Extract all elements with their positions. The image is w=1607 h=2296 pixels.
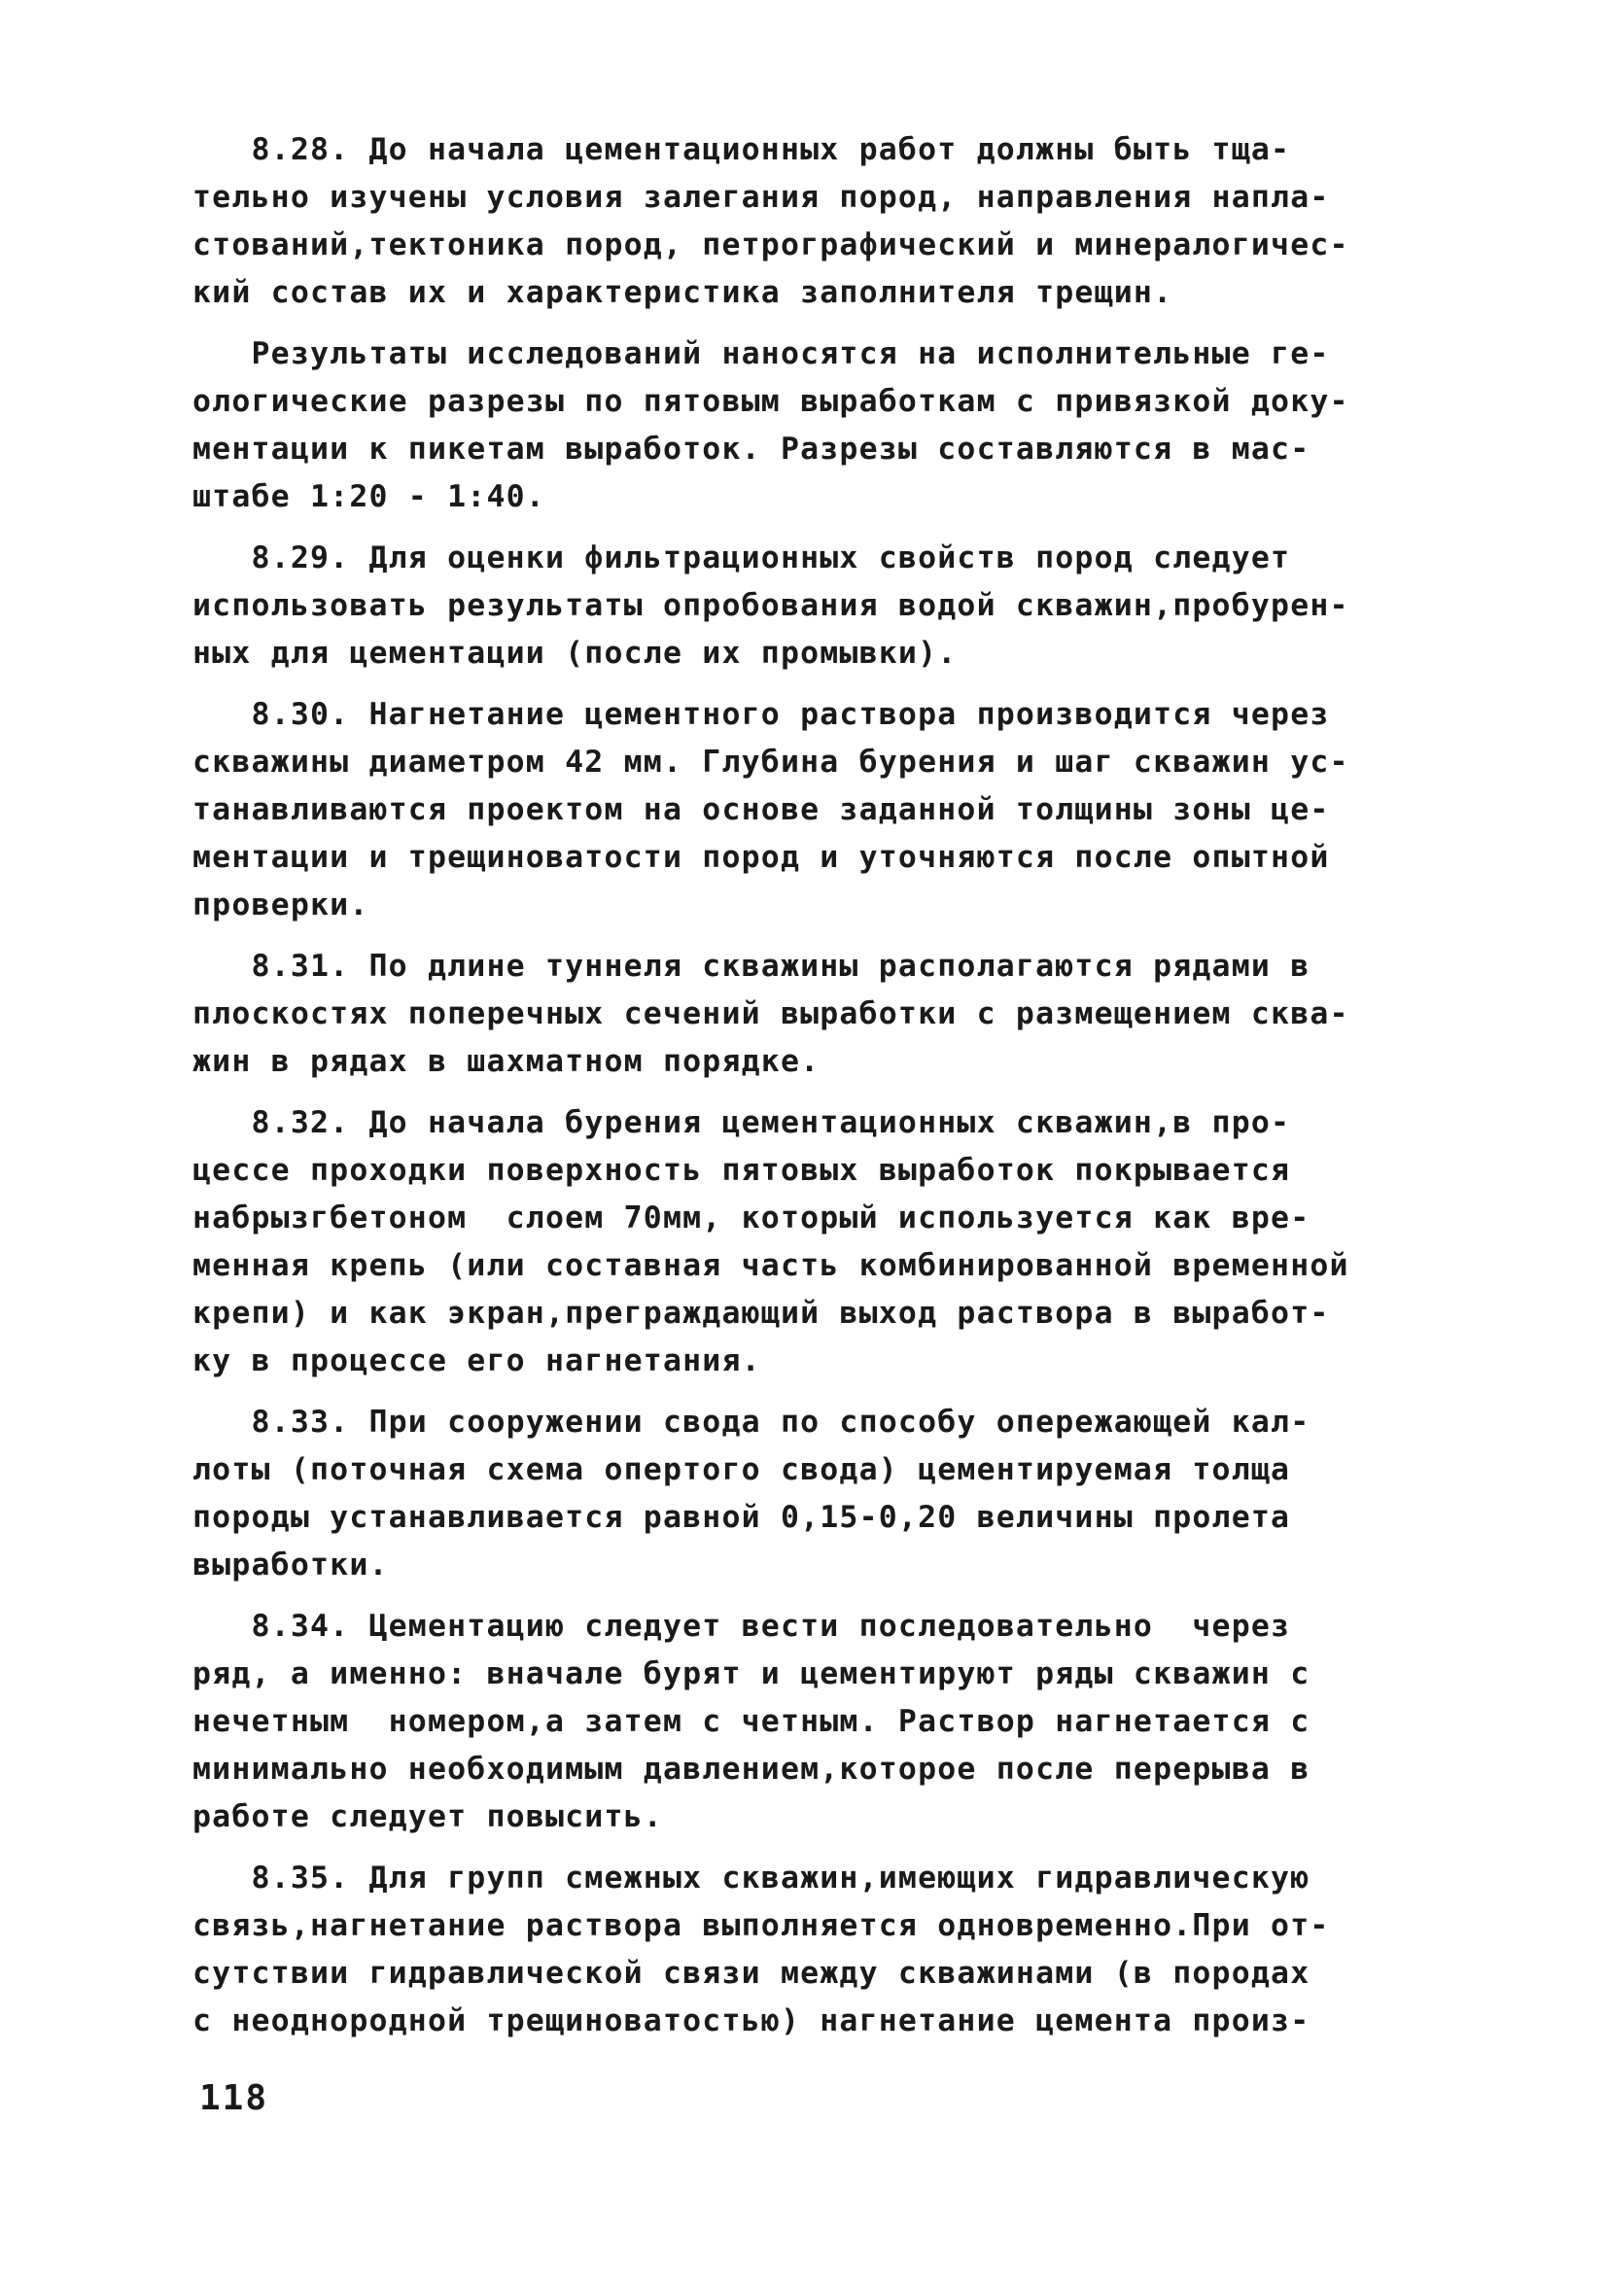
paragraph-results [192,330,1427,521]
paragraph-8-35 [192,1855,1427,2045]
text-line: ологические разрезы по пятовым выработкам с привязкой доку- [192,384,1349,419]
text-line: менная крепь (или составная часть комбинированной временной [192,1248,1349,1283]
text-line: ряд, а именно: вначале бурят и цементируют ряды скважин с [192,1656,1310,1691]
text-line: танавливаются проектом на основе заданной толщины зоны це- [192,792,1330,827]
paragraph-8-34 [192,1603,1427,1841]
text-line: тельно изучены условия залегания пород, направления напла- [192,180,1330,215]
page-body [192,126,1427,2059]
page-number: 118 [199,2078,269,2118]
text-line: кий состав их и характеристика заполнителя трещин. [192,275,1173,310]
text-line: нечетным номером,а затем с четным. Раствор нагнетается с [192,1704,1310,1739]
text-line: проверки. [192,887,369,922]
text-line: ных для цементации (после их промывки). [192,636,958,671]
text-line: 8.35. Для групп смежных скважин,имеющих гидравлическую [192,1861,1310,1896]
text-line: 8.32. До начала бурения цементационных скважин,в про- [192,1105,1291,1140]
text-line: 8.31. По длине туннеля скважины располагаются рядами в [192,949,1310,984]
text-line: скважины диаметром 42 мм. Глубина бурения и шаг скважин ус- [192,745,1349,780]
text-line: крепи) и как экран,преграждающий выход раствора в выработ- [192,1296,1330,1331]
paragraph-8-33 [192,1399,1427,1589]
text-line: связь,нагнетание раствора выполняется одновременно.При от- [192,1908,1330,1943]
paragraph-8-31 [192,943,1427,1086]
paragraph-8-28 [192,126,1427,317]
text-line: 8.33. При сооружении свода по способу опережающей кал- [192,1405,1310,1440]
text-line: 8.34. Цементацию следует вести последовательно через [192,1609,1291,1644]
text-line: лоты (поточная схема опертого свода) цементируемая толща [192,1452,1291,1487]
text-line: с неоднородной трещиноватостью) нагнетание цемента произ- [192,2003,1310,2038]
text-line: 8.30. Нагнетание цементного раствора производится через [192,697,1330,732]
paragraph-8-30 [192,691,1427,929]
text-line: сутствии гидравлической связи между скважинами (в породах [192,1956,1310,1991]
text-line: стований,тектоника пород, петрографический и минералогичес- [192,227,1349,262]
text-line: плоскостях поперечных сечений выработки с размещением сква- [192,996,1349,1031]
text-line: ку в процессе его нагнетания. [192,1343,761,1378]
text-line: жин в рядах в шахматном порядке. [192,1044,821,1079]
text-line: ментации к пикетам выработок. Разрезы составляются в мас- [192,432,1310,467]
text-line: породы устанавливается равной 0,15-0,20 величины пролета [192,1500,1291,1535]
text-line: 8.29. Для оценки фильтрационных свойств пород следует [192,540,1291,575]
text-line: минимально необходимым давлением,которое после перерыва в [192,1752,1310,1787]
text-line: Результаты исследований наносятся на исполнительные ге- [192,336,1330,371]
text-line: использовать результаты опробования водой скважин,пробурен- [192,588,1349,623]
text-line: 8.28. До начала цементационных работ должны быть тща- [192,132,1291,167]
paragraph-8-32 [192,1099,1427,1385]
text-line: штабе 1:20 - 1:40. [192,479,545,514]
text-line: цессе проходки поверхность пятовых выработок покрывается [192,1153,1291,1188]
text-line: выработки. [192,1548,389,1583]
text-line: ментации и трещиноватости пород и уточняются после опытной [192,840,1330,875]
text-line: набрызгбетоном слоем 70мм, который используется как вре- [192,1200,1310,1235]
paragraph-8-29 [192,535,1427,678]
text-line: работе следует повысить. [192,1799,663,1834]
